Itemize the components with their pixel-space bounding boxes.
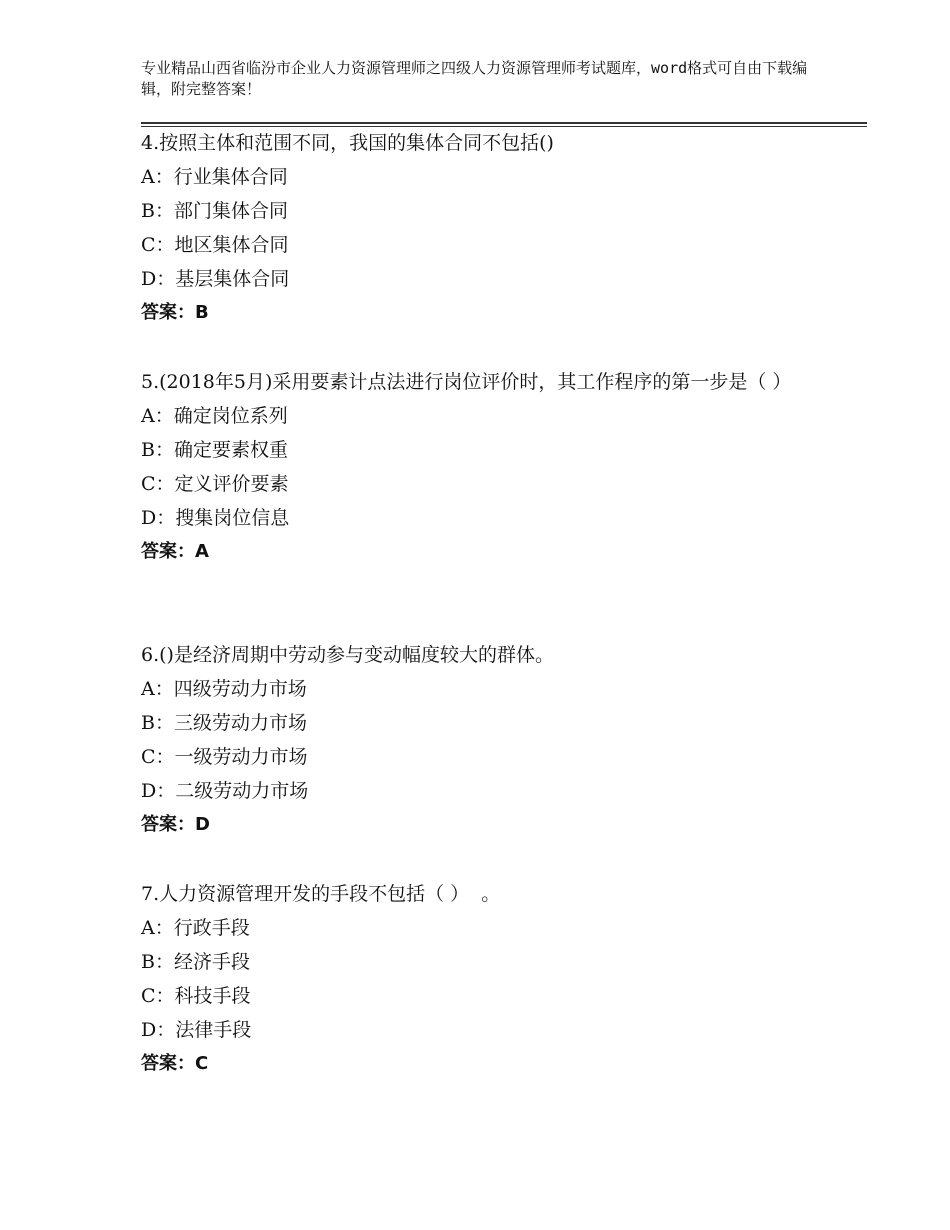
answer-label: 答案：D — [141, 814, 210, 835]
answer-label: 答案：C — [141, 1053, 209, 1074]
question-stem: 6.()是经济周期中劳动参与变动幅度较大的群体。 — [141, 644, 554, 666]
answer-label: 答案：A — [141, 541, 209, 562]
header-rule-thick — [141, 122, 867, 124]
question-stem: 5.(2018年5月)采用要素计点法进行岗位评价时，其工作程序的第一步是（ ） — [141, 371, 792, 393]
option-d: D：基层集体合同 — [141, 268, 290, 290]
option-c: C：定义评价要素 — [141, 473, 289, 495]
option-c: C：一级劳动力市场 — [141, 746, 308, 768]
option-b: B：部门集体合同 — [141, 200, 288, 222]
option-a: A：行政手段 — [141, 917, 250, 939]
question-5 — [141, 365, 821, 569]
question-6 — [141, 638, 821, 842]
option-a: A：确定岗位系列 — [141, 405, 288, 427]
question-4 — [141, 126, 821, 330]
answer-label: 答案：B — [141, 302, 209, 323]
question-stem: 4.按照主体和范围不同，我国的集体合同不包括() — [141, 132, 554, 154]
option-d: D：搜集岗位信息 — [141, 507, 290, 529]
option-a: A：四级劳动力市场 — [141, 678, 307, 700]
option-a: A：行业集体合同 — [141, 166, 288, 188]
document-header: 专业精品山西省临汾市企业人力资源管理师之四级人力资源管理师考试题库，word格式可自由下载编辑，附完整答案！ — [141, 59, 808, 98]
option-c: C：科技手段 — [141, 985, 251, 1007]
option-d: D：二级劳动力市场 — [141, 780, 309, 802]
option-d: D：法律手段 — [141, 1019, 252, 1041]
question-stem: 7.人力资源管理开发的手段不包括（ ） 。 — [141, 883, 501, 905]
option-b: B：确定要素权重 — [141, 439, 288, 461]
option-c: C：地区集体合同 — [141, 234, 289, 256]
option-b: B：三级劳动力市场 — [141, 712, 307, 734]
question-7 — [141, 877, 821, 1081]
option-b: B：经济手段 — [141, 951, 250, 973]
